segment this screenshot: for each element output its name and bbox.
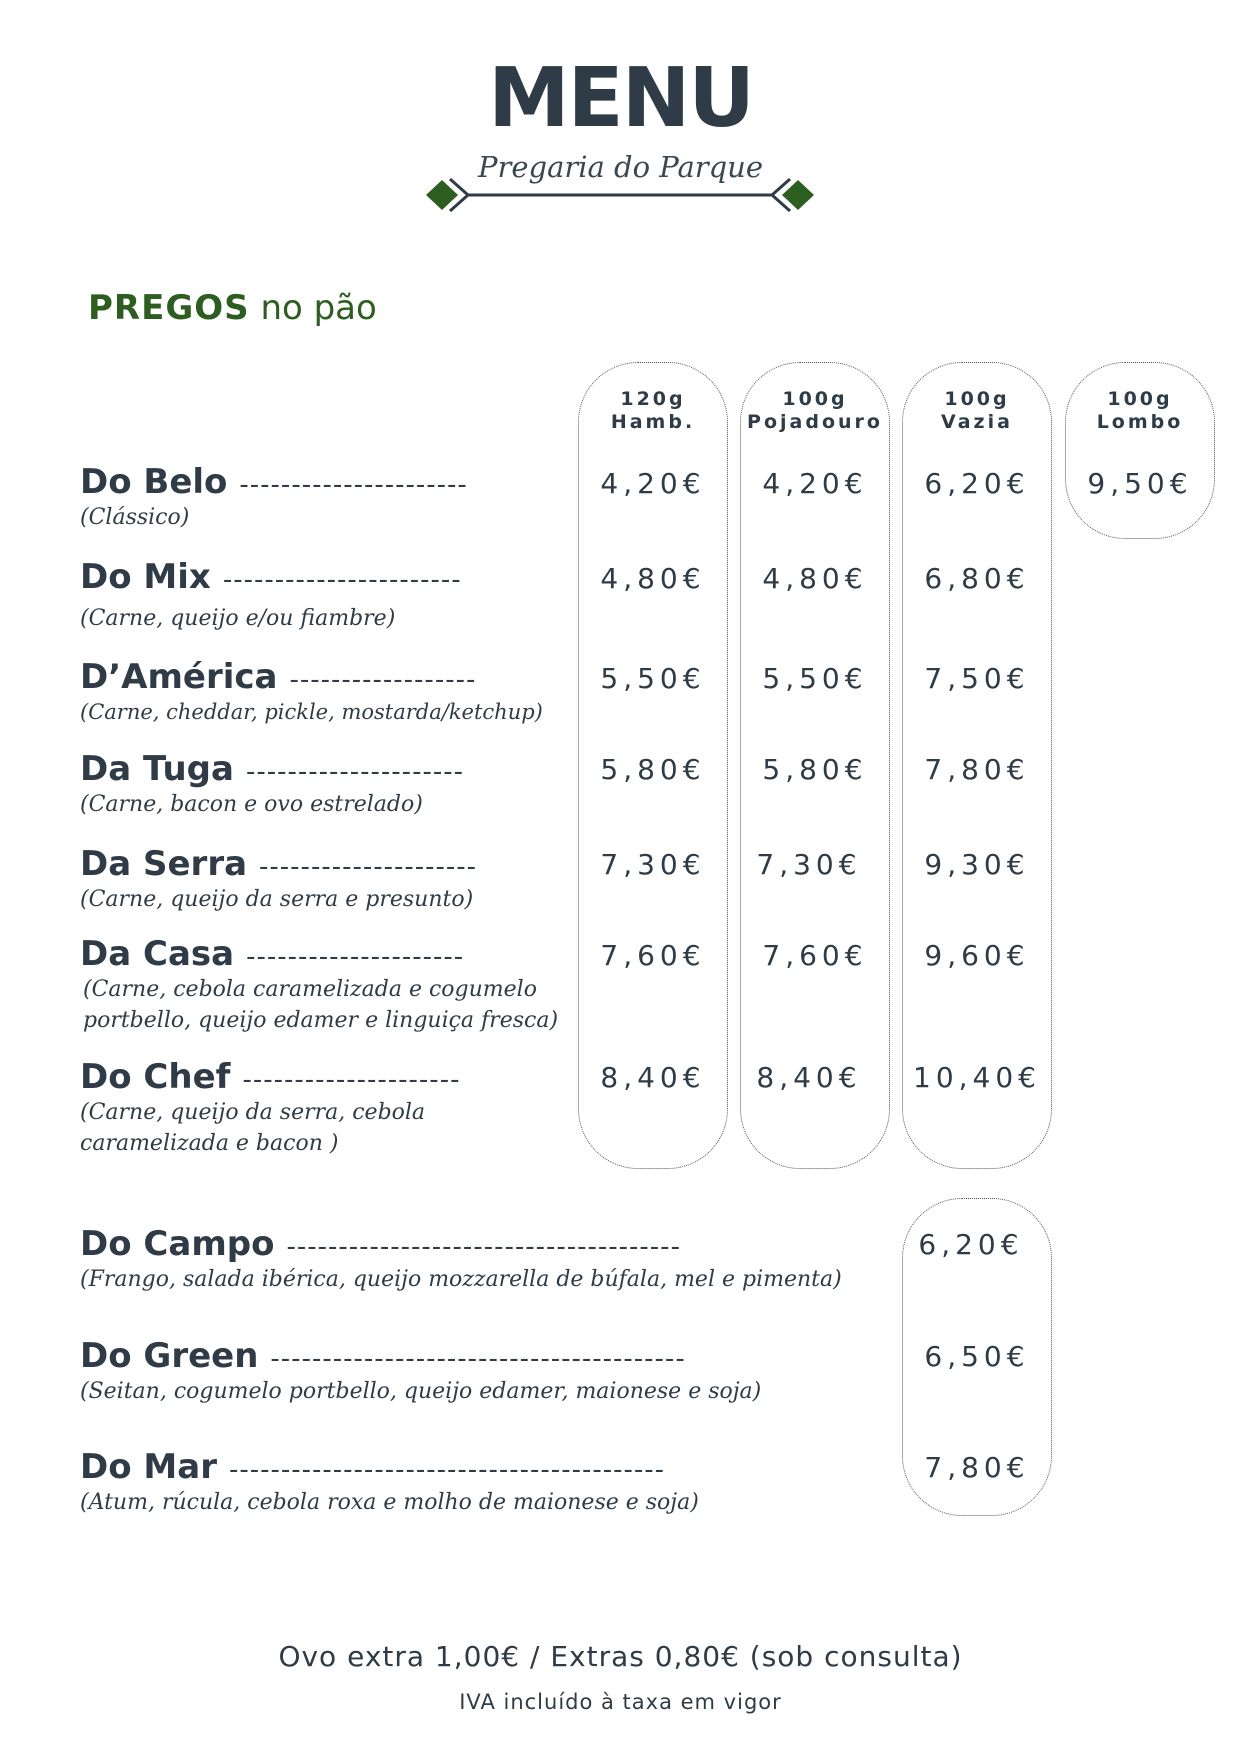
price-pojadouro: 7,60€: [762, 939, 868, 972]
item-name: Do Belo: [80, 462, 228, 502]
item-description: (Frango, salada ibérica, queijo mozzarella de búfala, mel e pimenta): [80, 1267, 842, 1292]
price-hamb: 4,80€: [600, 562, 706, 595]
column-header-cut: Pojadouro: [747, 410, 883, 433]
menu-item-do-campo: [80, 1224, 860, 1295]
price-hamb: 7,60€: [600, 939, 706, 972]
item-description: (Carne, queijo da serra e presunto): [80, 887, 474, 912]
item-description: (Carne, bacon e ovo estrelado): [80, 792, 423, 817]
item-name: Da Serra: [80, 844, 248, 884]
item-leader-dots: ----------------------------------------: [270, 1344, 686, 1374]
item-name: Do Chef: [80, 1057, 231, 1097]
price-vazia: 9,30€: [924, 848, 1030, 881]
item-name: Do Mix: [80, 557, 211, 597]
item-description-line2: caramelizada e bacon ): [80, 1131, 339, 1156]
item-name: Do Campo: [80, 1224, 275, 1264]
item-description-line1: (Carne, cebola caramelizada e cogumelo: [83, 977, 537, 1002]
menu-item-do-chef: [80, 1057, 570, 1159]
item-leader-dots: ------------------------------------------: [228, 1455, 666, 1485]
column-header-cut: Lombo: [1096, 410, 1184, 433]
section-title-rest: no pão: [260, 288, 377, 328]
price-hamb: 7,30€: [600, 848, 706, 881]
menu-item-do-belo: [80, 462, 570, 533]
footer-vat-note: IVA incluído à taxa em vigor: [459, 1690, 782, 1714]
item-description-line2: portbello, queijo edamer e linguiça fresca): [83, 1008, 559, 1033]
price-vazia: 6,20€: [924, 467, 1030, 500]
section-title: [88, 288, 377, 328]
price-pojadouro: 7,30€: [756, 848, 862, 881]
price-special: 6,50€: [924, 1340, 1030, 1373]
item-leader-dots: ---------------------: [246, 942, 465, 972]
item-name: Do Green: [80, 1336, 259, 1376]
column-header-cut: Vazia: [941, 410, 1013, 433]
price-pojadouro: 5,80€: [762, 753, 868, 786]
column-header-hamb: [578, 388, 728, 434]
menu-item-do-mar: [80, 1447, 860, 1518]
item-leader-dots: -----------------------: [222, 565, 462, 595]
price-vazia: 9,60€: [924, 939, 1030, 972]
item-description: (Atum, rúcula, cebola roxa e molho de maionese e soja): [80, 1490, 699, 1515]
section-title-bold: PREGOS: [88, 288, 250, 328]
title-divider: [410, 175, 830, 215]
item-leader-dots: ---------------------: [242, 1065, 461, 1095]
item-leader-dots: ------------------: [289, 665, 477, 695]
price-vazia: 6,80€: [924, 562, 1030, 595]
diamond-left-icon: [426, 180, 458, 210]
item-leader-dots: --------------------------------------: [286, 1232, 681, 1262]
item-description-line1: (Carne, queijo da serra, cebola: [80, 1100, 426, 1125]
price-special: 7,80€: [924, 1451, 1030, 1484]
column-header-cut: Hamb.: [610, 410, 696, 433]
restaurant-name: Pregaria do Parque: [477, 150, 764, 184]
page-title: MENU: [488, 51, 753, 146]
menu-item-da-serra: [80, 844, 570, 915]
item-name: Da Casa: [80, 934, 235, 974]
footer-extras: Ovo extra 1,00€ / Extras 0,80€ (sob consulta): [278, 1640, 963, 1673]
price-vazia: 7,50€: [924, 662, 1030, 695]
item-leader-dots: ---------------------: [245, 757, 464, 787]
column-header-weight: 100g: [782, 388, 848, 410]
column-header-weight: 100g: [944, 388, 1010, 410]
item-description: (Carne, queijo e/ou fiambre): [80, 606, 396, 631]
item-description: (Seitan, cogumelo portbello, queijo edamer, maionese e soja): [80, 1379, 762, 1404]
price-special: 6,20€: [918, 1228, 1024, 1261]
diamond-right-icon: [782, 180, 814, 210]
item-name: Do Mar: [80, 1447, 217, 1487]
column-header-pojadouro: [737, 388, 893, 434]
menu-item-da-casa: [80, 934, 580, 1036]
item-name: D’América: [80, 657, 278, 697]
price-pojadouro: 4,80€: [762, 562, 868, 595]
item-name: Da Tuga: [80, 749, 234, 789]
price-vazia: 7,80€: [924, 753, 1030, 786]
menu-item-da-tuga: [80, 749, 570, 820]
menu-item-d-america: [80, 657, 580, 728]
price-vazia: 10,40€: [913, 1061, 1041, 1094]
column-header-lombo: [1065, 388, 1215, 434]
item-description: (Clássico): [80, 505, 190, 530]
column-header-vazia: [902, 388, 1052, 434]
price-hamb: 4,20€: [600, 467, 706, 500]
column-header-weight: 100g: [1107, 388, 1173, 410]
item-description: (Carne, cheddar, pickle, mostarda/ketchup): [80, 700, 543, 724]
price-hamb: 5,50€: [600, 662, 706, 695]
price-pojadouro: 5,50€: [762, 662, 868, 695]
menu-item-do-green: [80, 1336, 860, 1407]
price-pojadouro: 4,20€: [762, 467, 868, 500]
item-leader-dots: ---------------------: [259, 852, 478, 882]
price-lombo: 9,50€: [1087, 467, 1193, 500]
item-leader-dots: ----------------------: [239, 470, 468, 500]
price-pojadouro: 8,40€: [756, 1061, 862, 1094]
price-hamb: 8,40€: [600, 1061, 706, 1094]
price-hamb: 5,80€: [600, 753, 706, 786]
menu-item-do-mix: [80, 557, 570, 634]
column-header-weight: 120g: [620, 388, 686, 410]
